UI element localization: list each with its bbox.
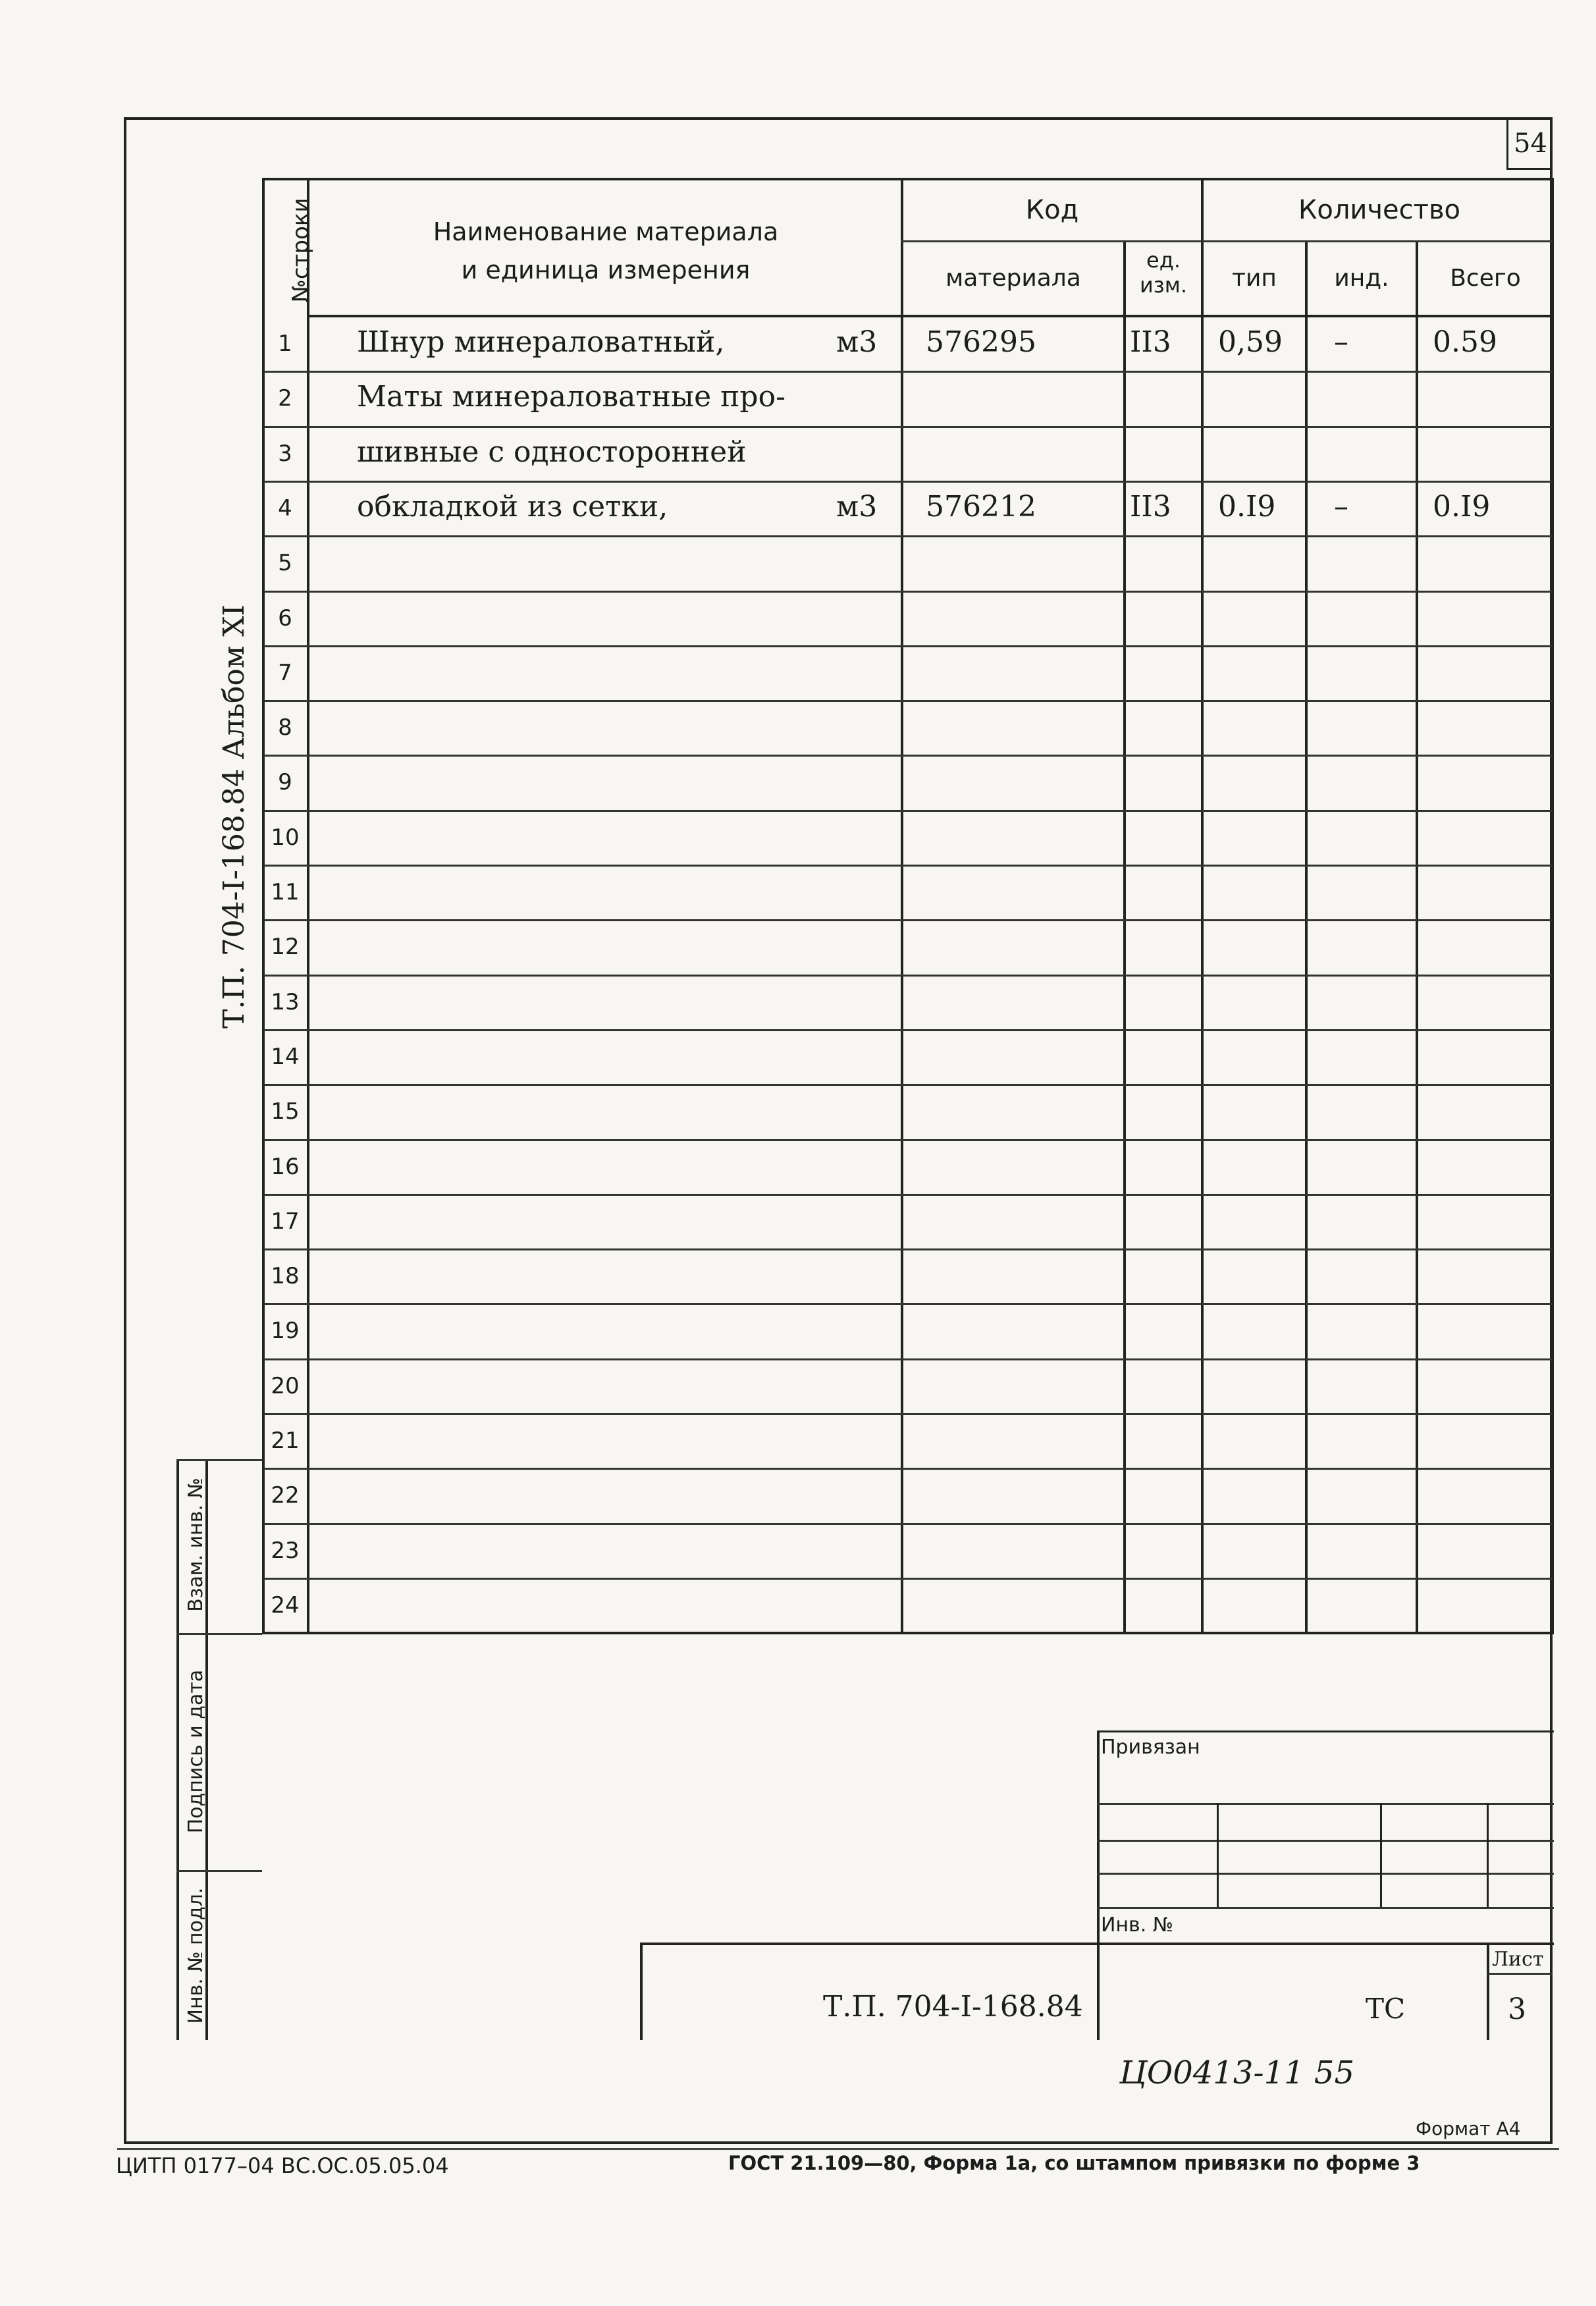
header-qty-type: тип (1232, 265, 1277, 292)
handwritten-number: ЦО0413-11 55 (1119, 2054, 1354, 2091)
material-name: шивные с односторонней (357, 435, 747, 469)
material-unit: м3 (836, 325, 878, 359)
qty-ind: – (1334, 325, 1348, 359)
row-number: 17 (271, 1208, 300, 1235)
stamp-line (1487, 1973, 1553, 1975)
row-divider (263, 1523, 1553, 1525)
header-code-material: материала (945, 265, 1081, 292)
row-number: 10 (271, 824, 300, 851)
header-quantity: Количество (1298, 195, 1460, 225)
page-number: 54 (1506, 117, 1553, 170)
row-number: 2 (278, 385, 292, 412)
material-name: Шнур минераловатный, (357, 325, 725, 359)
row-divider (263, 1468, 1553, 1470)
row-number: 4 (278, 495, 292, 522)
material-code: 576212 (926, 489, 1036, 523)
unit-code: II3 (1130, 489, 1171, 523)
format-label: Формат А4 (1416, 2118, 1521, 2139)
side-stamp-vzam: Взам. инв. № (184, 1478, 207, 1612)
sheet-number: 3 (1508, 1993, 1526, 2026)
row-divider (263, 810, 1553, 812)
binding-label: Привязан (1101, 1736, 1200, 1759)
header-code: Код (1025, 195, 1079, 225)
row-divider (263, 1248, 1553, 1250)
row-divider (263, 755, 1553, 757)
row-divider (263, 1578, 1553, 1580)
title-block (640, 1943, 1554, 2040)
document-mark: ТС (1366, 1993, 1406, 2025)
side-stamp-signature: Подпись и дата (184, 1669, 207, 1834)
stamp-line (1487, 1803, 1489, 1907)
header-code-unit: ед. изм. (1139, 248, 1188, 298)
col-divider (901, 178, 903, 1634)
row-number: 15 (271, 1098, 300, 1125)
row-number: 20 (271, 1372, 300, 1399)
row-divider (263, 919, 1553, 921)
row-number: 1 (278, 331, 292, 357)
stamp-line (1487, 1943, 1489, 2040)
row-divider (263, 535, 1553, 537)
row-divider (263, 1029, 1553, 1031)
stamp-line (1097, 1873, 1554, 1875)
row-divider (263, 645, 1553, 647)
qty-total: 0.I9 (1433, 489, 1491, 523)
row-divider (263, 1358, 1553, 1360)
material-name: Маты минераловатные про- (357, 380, 785, 414)
footer-left: ЦИТП 0177–04 ВС.ОС.05.05.04 (116, 2153, 449, 2178)
row-number: 11 (271, 879, 300, 905)
material-code: 576295 (926, 325, 1036, 359)
row-number: 3 (278, 440, 292, 467)
row-divider (263, 865, 1553, 867)
col-divider (1201, 178, 1204, 1634)
row-divider (263, 700, 1553, 702)
inv-number-label: Инв. № (1101, 1914, 1174, 1937)
stamp-line (1097, 1840, 1554, 1842)
row-divider (263, 591, 1553, 593)
row-number: 13 (271, 988, 300, 1015)
row-number: 12 (271, 934, 300, 961)
qty-type: 0.I9 (1218, 489, 1276, 523)
row-divider (263, 481, 1553, 483)
header-qty-ind: инд. (1334, 265, 1389, 292)
header-name-line1: Наименование материала (433, 217, 779, 246)
album-title: Т.П. 704-I-168.84 Альбом XI (217, 604, 251, 1029)
qty-ind: – (1334, 489, 1348, 523)
row-number: 21 (271, 1428, 300, 1454)
header-row-number: №строки (288, 198, 314, 303)
col-divider (1305, 240, 1308, 1634)
row-divider (263, 371, 1553, 373)
row-number: 14 (271, 1043, 300, 1070)
row-number: 5 (278, 550, 292, 577)
header-bottom-line (307, 315, 1554, 317)
qty-type: 0,59 (1218, 325, 1283, 359)
side-stamp-line (176, 1633, 262, 1635)
stamp-line (1097, 1907, 1554, 1909)
col-divider (1416, 240, 1418, 1634)
col-divider (1123, 240, 1126, 1634)
row-number: 22 (271, 1482, 300, 1509)
row-number: 8 (278, 714, 292, 741)
unit-code: II3 (1130, 325, 1171, 359)
stamp-line (1097, 1803, 1554, 1805)
row-number: 7 (278, 659, 292, 686)
side-stamp-inv: Инв. № подл. (184, 1887, 207, 2024)
sheet-label: Лист (1492, 1948, 1544, 1971)
row-number: 9 (278, 769, 292, 796)
qty-total: 0.59 (1433, 325, 1497, 359)
footer-right: ГОСТ 21.109—80, Форма 1а, со штампом привязки по форме 3 (728, 2152, 1420, 2174)
col-divider (307, 178, 309, 1634)
row-number: 24 (271, 1592, 300, 1619)
row-divider (263, 975, 1553, 977)
row-divider (263, 1413, 1553, 1415)
material-name: обкладкой из сетки, (357, 489, 668, 523)
header-name-line2: и единица измерения (461, 255, 751, 284)
row-number: 18 (271, 1263, 300, 1290)
row-number: 23 (271, 1537, 300, 1564)
header-qty-total: Всего (1450, 265, 1521, 292)
row-divider (263, 1194, 1553, 1196)
material-unit: м3 (836, 489, 878, 523)
side-stamp-line (176, 1459, 179, 2040)
row-divider (263, 1303, 1553, 1305)
stamp-line (1380, 1803, 1382, 1907)
row-number: 19 (271, 1318, 300, 1345)
row-divider (263, 1139, 1553, 1141)
row-divider (263, 1084, 1553, 1086)
stamp-line (1217, 1803, 1219, 1907)
header-subline (901, 240, 1553, 242)
document-designation: Т.П. 704-I-168.84 (823, 1990, 1083, 2024)
footer-line (117, 2148, 1559, 2150)
row-number: 16 (271, 1153, 300, 1180)
row-number: 6 (278, 604, 292, 631)
row-divider (263, 426, 1553, 428)
